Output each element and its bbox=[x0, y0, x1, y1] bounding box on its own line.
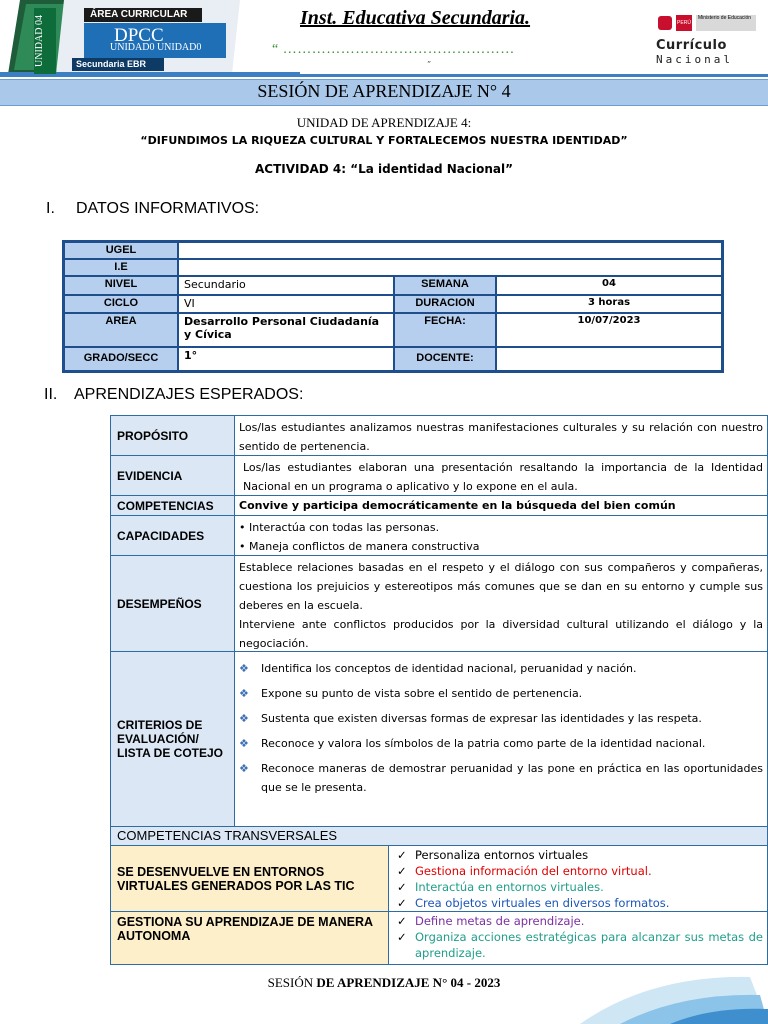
quote-line: “ ………………………………………… bbox=[272, 42, 515, 57]
grado-label: GRADO/SECC bbox=[64, 347, 178, 371]
check-icon: ✓ bbox=[397, 848, 407, 862]
header-rule bbox=[0, 74, 768, 77]
desempeno-1: Establece relaciones basadas en el respeto y el diálogo con sus compañeros y compañeras, cuestiona los prejuicios y estereotipos más comunes que se dan en su entorno y cumple sus deberes en la escuela. bbox=[239, 561, 763, 612]
autonomo-item: ✓ Organiza acciones estratégicas para alcanzar sus metas de aprendizaje. bbox=[397, 930, 763, 960]
tic-item: ✓ Gestiona información del entorno virtual. bbox=[397, 864, 652, 878]
ie-value bbox=[178, 259, 722, 276]
tic-item: ✓ Interactúa en entornos virtuales. bbox=[397, 880, 604, 894]
tic-label: SE DESENVUELVE EN ENTORNOS VIRTUALES GENERADOS POR LAS TIC bbox=[111, 846, 389, 911]
curriculo-nacional-logo bbox=[652, 12, 762, 68]
nivel-value: Secundario bbox=[178, 276, 394, 295]
peru-shield-icon bbox=[658, 16, 672, 30]
criterio-item: ❖ Expone su punto de vista sobre el sentido de pertenencia. bbox=[239, 684, 763, 703]
ciclo-value: VI bbox=[178, 295, 394, 313]
semana-label: SEMANA bbox=[394, 276, 496, 295]
nivel-label: NIVEL bbox=[64, 276, 178, 295]
level-tag: Secundaria EBR bbox=[72, 58, 164, 71]
footer-text bbox=[0, 975, 768, 991]
check-icon: ✓ bbox=[397, 864, 407, 878]
ie-label: I.E bbox=[64, 259, 178, 276]
tic-item: ✓ Personaliza entornos virtuales bbox=[397, 848, 589, 862]
section-1-title: DATOS INFORMATIVOS: bbox=[76, 200, 260, 217]
desempeno-2: Interviene ante conflictos producidos por la diversidad cultural utilizando el diálogo y la negociación. bbox=[239, 618, 763, 650]
area-code-box bbox=[84, 23, 226, 58]
area-curricular-label: ÁREA CURRICULAR bbox=[84, 8, 202, 22]
check-icon: ✓ bbox=[397, 914, 407, 928]
actividad-title: ACTIVIDAD 4: “La identidad Nacional” bbox=[255, 162, 513, 176]
area-label: AREA bbox=[64, 313, 178, 347]
autonomo-label: GESTIONA SU APRENDIZAJE DE MANERA AUTONOMA bbox=[111, 912, 389, 964]
institution-name: Inst. Educativa Secundaria. bbox=[300, 7, 531, 29]
tic-list bbox=[389, 846, 767, 911]
autonomo-item: ✓ Define metas de aprendizaje. bbox=[397, 914, 585, 928]
area-sub: UNIDAD0 UNIDAD0 bbox=[110, 42, 202, 53]
docente-value bbox=[496, 347, 722, 371]
capacidad-item: • Interactúa con todas las personas. bbox=[239, 521, 440, 534]
ugel-label: UGEL bbox=[64, 242, 178, 259]
grado-value: 1° bbox=[178, 347, 394, 371]
proposito-text: Los/las estudiantes analizamos nuestras manifestaciones culturales y su relación con nuestro sentido de pertenencia. bbox=[239, 421, 763, 453]
unit-badge: UNIDAD 04 bbox=[34, 8, 56, 74]
diamond-bullet-icon: ❖ bbox=[239, 762, 249, 775]
proposito-label: PROPÓSITO bbox=[111, 416, 235, 455]
desempenos-text bbox=[235, 556, 767, 651]
unidad-label: UNIDAD DE APRENDIZAJE 4: bbox=[296, 115, 472, 130]
section-2-num: II. bbox=[44, 386, 58, 403]
area-code: DPCC bbox=[114, 25, 164, 46]
section-1-num: I. bbox=[46, 200, 55, 217]
duracion-label: DURACION bbox=[394, 295, 496, 313]
check-icon: ✓ bbox=[397, 880, 407, 894]
criterio-item: ❖ Reconoce y valora los símbolos de la patria como parte de la identidad nacional. bbox=[239, 734, 763, 753]
diamond-bullet-icon: ❖ bbox=[239, 662, 249, 675]
ciclo-label: CICLO bbox=[64, 295, 178, 313]
criterio-item: ❖ Sustenta que existen diversas formas de expresar las identidades y las respeta. bbox=[239, 709, 763, 728]
area-value: Desarrollo Personal Ciudadanía y Cívica bbox=[178, 313, 394, 347]
quote-close: ” bbox=[427, 60, 432, 69]
session-title: SESIÓN DE APRENDIZAJE N° 4 bbox=[257, 81, 511, 101]
diamond-bullet-icon: ❖ bbox=[239, 712, 249, 725]
duracion-value: 3 horas bbox=[496, 295, 722, 313]
docente-label: DOCENTE: bbox=[394, 347, 496, 371]
capacidad-item: • Maneja conflictos de manera constructiva bbox=[239, 540, 480, 553]
ugel-value bbox=[178, 242, 722, 259]
footer-decoration bbox=[560, 965, 768, 1024]
diamond-bullet-icon: ❖ bbox=[239, 737, 249, 750]
evidencia-text: Los/las estudiantes elaboran una presentación resaltando la importancia de la Identidad Nacional en un programa o aplicativo y lo expone en el aula. bbox=[243, 461, 763, 493]
criterios-list bbox=[235, 652, 767, 826]
criterios-label: CRITERIOS DE EVALUACIÓN/ LISTA DE COTEJO bbox=[111, 652, 235, 826]
capacidades-list bbox=[235, 516, 767, 555]
capacidades-label: CAPACIDADES bbox=[111, 516, 235, 555]
logo-line1: Currículo bbox=[656, 38, 727, 53]
autonomo-list bbox=[389, 912, 767, 964]
ministry-label: Ministerio de Educación bbox=[696, 15, 756, 31]
fecha-label: FECHA: bbox=[394, 313, 496, 347]
criterio-item: ❖ Identifica los conceptos de identidad nacional, peruanidad y nación. bbox=[239, 659, 763, 678]
section-2-heading bbox=[44, 386, 303, 404]
section-2-title: APRENDIZAJES ESPERADOS: bbox=[74, 386, 304, 403]
datos-informativos-table bbox=[62, 240, 724, 373]
fecha-value: 10/07/2023 bbox=[496, 313, 722, 347]
check-icon: ✓ bbox=[397, 930, 407, 944]
aprendizajes-table bbox=[110, 415, 768, 965]
desempenos-label: DESEMPEÑOS bbox=[111, 556, 235, 651]
transversales-heading: COMPETENCIAS TRANSVERSALES bbox=[111, 827, 767, 845]
semana-value: 04 bbox=[496, 276, 722, 295]
footer-prefix: SESIÓN bbox=[267, 975, 314, 990]
criterio-item: ❖ Reconoce maneras de demostrar peruanidad y las pone en práctica en las oportunidades que se le presenta. bbox=[239, 759, 763, 797]
competencias-text: Convive y participa democráticamente en la búsqueda del bien común bbox=[239, 499, 676, 512]
footer-rest: DE APRENDIZAJE N° 04 - 2023 bbox=[313, 975, 501, 990]
diamond-bullet-icon: ❖ bbox=[239, 687, 249, 700]
unidad-title: “DIFUNDIMOS LA RIQUEZA CULTURAL Y FORTALECEMOS NUESTRA IDENTIDAD” bbox=[140, 134, 628, 147]
section-1-heading bbox=[46, 200, 259, 218]
logo-line2: Nacional bbox=[656, 53, 733, 66]
peru-label: PERÚ bbox=[676, 15, 692, 31]
check-icon: ✓ bbox=[397, 896, 407, 910]
tic-item: ✓ Crea objetos virtuales en diversos formatos. bbox=[397, 896, 670, 910]
competencias-label: COMPETENCIAS bbox=[111, 496, 235, 515]
evidencia-label: EVIDENCIA bbox=[111, 456, 235, 495]
